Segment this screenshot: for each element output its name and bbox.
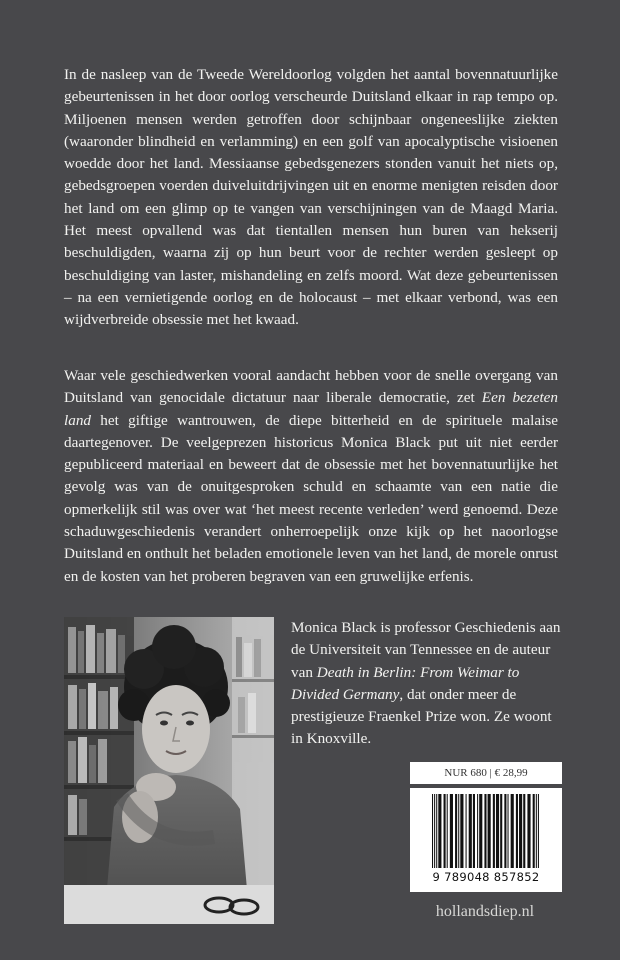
- book-title: Een bezeten land: [64, 389, 559, 429]
- barcode-bar: [511, 794, 514, 868]
- barcode-bar: [469, 794, 472, 868]
- barcode-bar: [493, 794, 495, 868]
- barcode-bar: [500, 794, 502, 868]
- isbn-barcode: [432, 794, 540, 868]
- barcode-bar: [523, 794, 525, 868]
- barcode-bar: [460, 794, 463, 868]
- barcode-bar: [484, 794, 486, 868]
- author-photo: [64, 617, 274, 924]
- barcode-bar: [527, 794, 530, 868]
- barcode-bar: [434, 794, 435, 868]
- bio-after: , dat onder meer de prestigieuze Fraenkel Prize won. Ze woont in Knoxville.: [291, 685, 552, 748]
- price-label: NUR 680 | € 28,99: [410, 762, 562, 784]
- barcode-bar: [455, 794, 457, 868]
- barcode-bar: [450, 794, 453, 868]
- barcode-area: [410, 788, 562, 892]
- barcode-bar: [533, 794, 535, 868]
- barcode-bar: [504, 794, 506, 868]
- barcode-bar: [536, 794, 537, 868]
- barcode-bar: [458, 794, 459, 868]
- barcode-block: [410, 762, 562, 892]
- barcode-bar: [508, 794, 509, 868]
- description-paragraph-1: In de nasleep van de Tweede Wereldoorlog volgden het aantal bovennatuurlijke gebeurtenissen in het door oorlog verscheurde Duitsland elkaar in rap tempo op. Miljoenen mensen werden getroffen door schijnbaar ongeneeslijke ziekten (waaronder blindheid en verlamming) en een golf van apocalyptische visioenen woedde door het land. Messiaanse gebedsgenezers stonden vanuit het niets op, gebedsgroepen voerden duiveluitdrijvingen uit en enorme menigten reisden door het land om een glimp op te vangen van verschijningen van de Maagd Maria. Het meest opvallend was dat tientallen mensen hun buren van hekserij beschuldigden, waarna zij op hun beurt voor de rechter werden gesleept op beschuldiging van laster, mishandeling en zelfs moord. Wat deze gebeurtenissen – na een vernietigende oorlog en de holocaust – met elkaar verbond, was een wijdverbreide obsessie met het kwaad.: [64, 66, 558, 329]
- barcode-bar: [477, 794, 478, 868]
- barcode-bar: [432, 794, 433, 868]
- barcode-bar: [447, 794, 448, 868]
- barcode-bar: [538, 794, 539, 868]
- bio-before: Monica Black is professor Geschiedenis aan de Universiteit van Tennessee en de auteur van: [291, 619, 561, 681]
- publisher-website: hollandsdiep.nl: [435, 903, 535, 920]
- isbn-number: 9 789048 857852: [432, 870, 540, 884]
- description-paragraph-2: [64, 365, 558, 588]
- previous-book-title: Death in Berlin: From Weimar to Divided Germany: [291, 663, 520, 703]
- description-p2-before: Waar vele geschiedwerken vooral aandacht hebben voor de snelle overgang van Duitsland van genocidale dictatuur naar liberale democratie, zet: [64, 367, 558, 407]
- barcode-bar: [496, 794, 499, 868]
- barcode-bar: [444, 794, 446, 868]
- author-bio: [291, 617, 563, 751]
- description-p2-after: het giftige wantrouwen, de diepe bitterheid en de spirituele malaise daartegenover. De veelgeprezen historicus Monica Black put uit niet eerder gepubliceerd materiaal en beweert dat de obsessie met het bovennatuurlijke het gevolg was van de onuitgesproken schuld en schaamte van een natie die opmerkelijk stil was over wat ‘het meest recente verleden’ werd genoemd. Deze schaduwgeschiedenis verandert onherroepelijk onze kijk op het naoorlogse Duitsland en onthult het beladen emotionele leven van het land, de morele onrust en de kosten van het proberen begraven van een gruwelijke erfenis.: [64, 411, 558, 585]
- barcode-bar: [466, 794, 467, 868]
- author-portrait-image: [64, 617, 274, 924]
- barcode-bar: [438, 794, 441, 868]
- barcode-bar: [479, 794, 482, 868]
- barcode-bar: [519, 794, 522, 868]
- barcode-bar: [473, 794, 475, 868]
- barcode-bar: [516, 794, 518, 868]
- barcode-bar: [488, 794, 491, 868]
- barcode-bar: [436, 794, 437, 868]
